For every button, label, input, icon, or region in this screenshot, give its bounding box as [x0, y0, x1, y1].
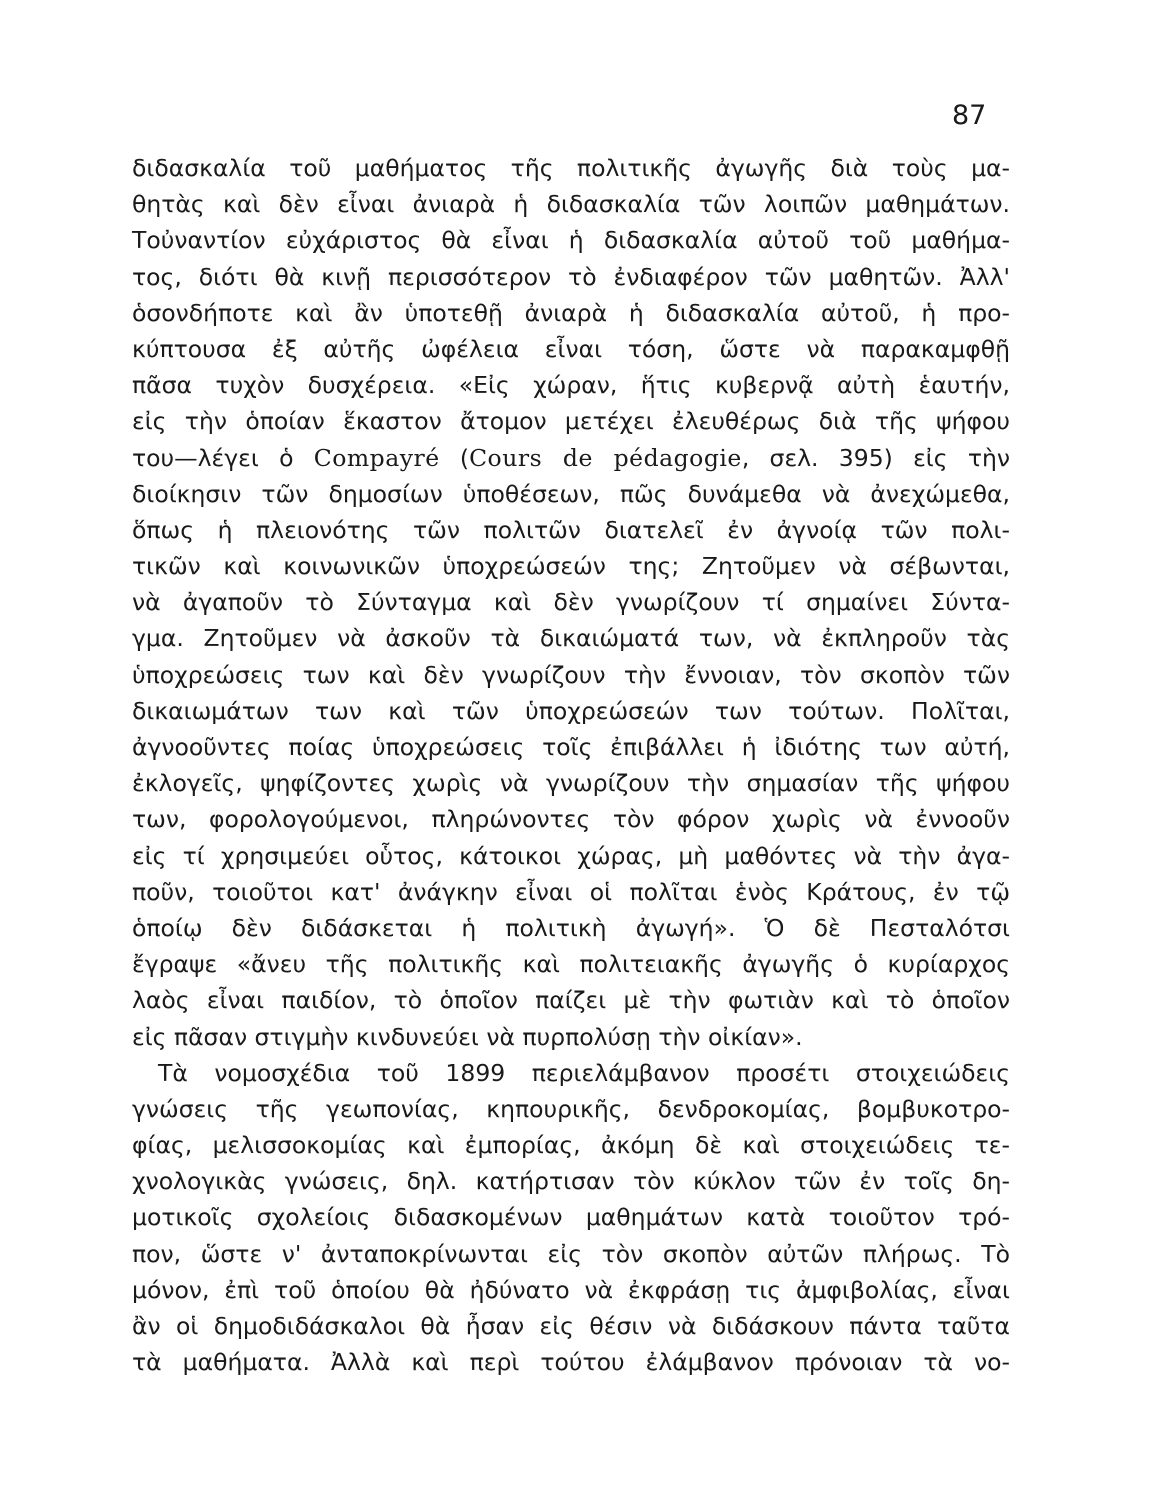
text-line: φίας, μελισσοκομίας καὶ ἐμπορίας, ἀκόμη δὲ καὶ στοιχειώδεις τε-: [132, 1131, 1010, 1160]
text-line: πον, ὥστε ν' ἀνταποκρίνωνται εἰς τὸν σκοπὸν αὐτῶν πλήρως. Τὸ: [132, 1239, 1010, 1268]
page-number: 87: [952, 100, 987, 131]
text-line: ἀγνοοῦντες ποίας ὑποχρεώσεις τοῖς ἐπιβάλλει ἡ ἰδιότης των αὐτή,: [132, 733, 1010, 761]
text-line: εἰς τί χρησιμεύει οὗτος, κάτοικοι χώρας, μὴ μαθόντες νὰ τὴν ἀγα-: [132, 841, 1010, 870]
text-line: γνώσεις τῆς γεωπονίας, κηπουρικῆς, δενδροκομίας, βομβυκοτρο-: [132, 1094, 1010, 1123]
citation-author: Compayré: [313, 443, 440, 472]
text-line: των, φορολογούμενοι, πληρώνοντες τὸν φόρον χωρὶς νὰ ἐννοοῦν: [132, 805, 1010, 834]
text-line: νὰ ἀγαποῦν τὸ Σύνταγμα καὶ δὲν γνωρίζουν τί σημαίνει Σύντα-: [132, 588, 1010, 617]
text-line: ὅπως ἡ πλειονότης τῶν πολιτῶν διατελεῖ ἐν ἀγνοίᾳ τῶν πολι-: [132, 515, 1010, 544]
text-line: ὁποίῳ δὲν διδάσκεται ἡ πολιτικὴ ἀγωγή». Ὁ δὲ Πεσταλότσι: [132, 913, 1010, 942]
text-line: ποῦν, τοιοῦτοι κατ' ἀνάγκην εἶναι οἱ πολῖται ἑνὸς Κράτους, ἐν τῷ: [132, 877, 1010, 906]
text-line: διδασκαλία τοῦ μαθήματος τῆς πολιτικῆς ἀγωγῆς διὰ τοὺς μα-: [132, 154, 1010, 182]
text-line: ἐκλογεῖς, ψηφίζοντες χωρὶς νὰ γνωρίζουν τὴν σημασίαν τῆς ψήφου: [132, 769, 1010, 798]
text-line: ἂν οἱ δημοδιδάσκαλοι θὰ ἦσαν εἰς θέσιν νὰ διδάσκουν πάντα ταῦτα: [132, 1312, 1010, 1340]
text-line: ὑποχρεώσεις των καὶ δὲν γνωρίζουν τὴν ἔννοιαν, τὸν σκοπὸν τῶν: [132, 660, 1010, 689]
citation-line: [132, 440, 1010, 476]
text-line: διοίκησιν τῶν δημοσίων ὑποθέσεων, πῶς δυνάμεθα νὰ ἀνεχώμεθα,: [132, 479, 1010, 508]
citation-middle: (: [439, 443, 470, 472]
citation-before: του—λέγει ὁ: [132, 443, 314, 472]
text-line: τικῶν καὶ κοινωνικῶν ὑποχρεώσεών της; Ζητοῦμεν νὰ σέβωνται,: [132, 552, 1010, 581]
paragraph-start-line: Τὰ νομοσχέδια τοῦ 1899 περιελάμβανον προσέτι στοιχειώδεις: [158, 1058, 1010, 1087]
text-line: χνολογικὰς γνώσεις, δηλ. κατήρτισαν τὸν κύκλον τῶν ἐν τοῖς δη-: [132, 1167, 1010, 1196]
text-line: ὁσονδήποτε καὶ ἂν ὑποτεθῇ ἀνιαρὰ ἡ διδασκαλία αὐτοῦ, ἡ προ-: [132, 298, 1010, 327]
text-line: λαὸς εἶναι παιδίον, τὸ ὁποῖον παίζει μὲ τὴν φωτιὰν καὶ τὸ ὁποῖον: [132, 986, 1010, 1015]
text-line: μοτικοῖς σχολείοις διδασκομένων μαθημάτων κατὰ τοιοῦτον τρό-: [132, 1203, 1010, 1232]
text-line: τὰ μαθήματα. Ἀλλὰ καὶ περὶ τούτου ἐλάμβανον πρόνοιαν τὰ νο-: [132, 1348, 1010, 1377]
text-line: ἔγραψε «ἄνευ τῆς πολιτικῆς καὶ πολιτειακῆς ἀγωγῆς ὁ κυρίαρχος: [132, 950, 1010, 979]
text-line: γμα. Ζητοῦμεν νὰ ἀσκοῦν τὰ δικαιώματά των, νὰ ἐκπληροῦν τὰς: [132, 624, 1010, 653]
text-line: εἰς τὴν ὁποίαν ἕκαστον ἄτομον μετέχει ἐλευθέρως διὰ τῆς ψήφου: [132, 407, 1010, 436]
paragraph-end-line: εἰς πᾶσαν στιγμὴν κινδυνεύει νὰ πυρπολύσῃ τὴν οἰκίαν».: [132, 1022, 803, 1051]
text-line: δικαιωμάτων των καὶ τῶν ὑποχρεώσεών των τούτων. Πολῖται,: [132, 696, 1010, 725]
text-line: θητὰς καὶ δὲν εἶναι ἀνιαρὰ ἡ διδασκαλία τῶν λοιπῶν μαθημάτων.: [132, 190, 1010, 219]
body-text: [132, 150, 1010, 1380]
text-line: Τοὐναντίον εὐχάριστος θὰ εἶναι ἡ διδασκαλία αὐτοῦ τοῦ μαθήμα-: [132, 226, 1010, 255]
text-line: μόνον, ἐπὶ τοῦ ὁποίου θὰ ἠδύνατο νὰ ἐκφράσῃ τις ἀμφιβολίας, εἶναι: [132, 1275, 1010, 1304]
text-line: κύπτουσα ἐξ αὐτῆς ὠφέλεια εἶναι τόση, ὥστε νὰ παρακαμφθῇ: [132, 334, 1010, 363]
citation-after: , σελ. 395) εἰς τὴν: [741, 443, 1010, 472]
citation-work: Cours de pédagogie: [469, 443, 742, 472]
text-line: πᾶσα τυχὸν δυσχέρεια. «Εἰς χώραν, ἥτις κυβερνᾷ αὐτὴ ἑαυτήν,: [132, 371, 1010, 400]
text-line: τος, διότι θὰ κινῇ περισσότερον τὸ ἐνδιαφέρον τῶν μαθητῶν. Ἀλλ': [132, 262, 1010, 291]
